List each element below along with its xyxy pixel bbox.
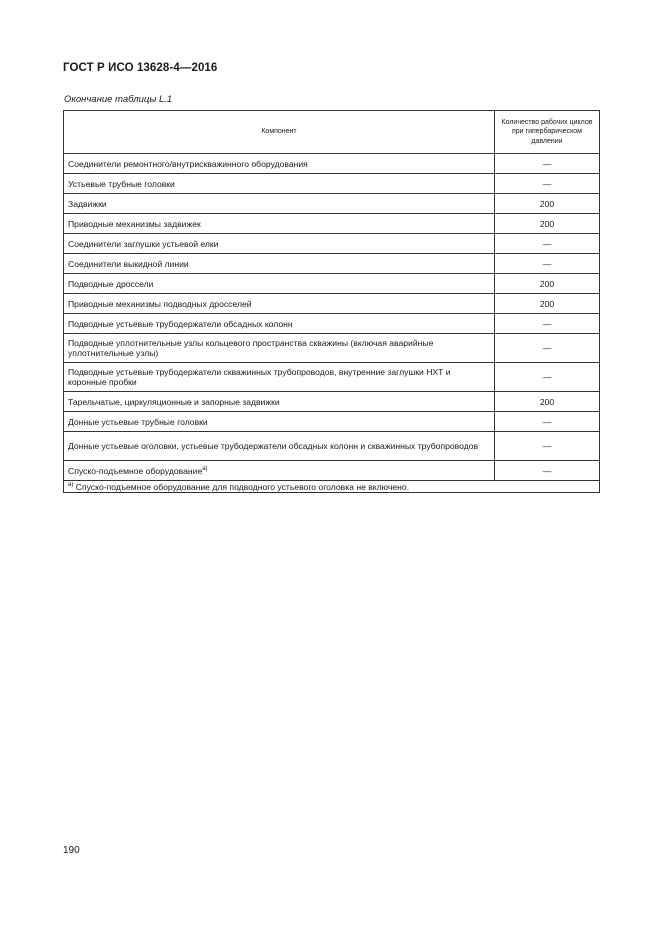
row-cycles-value: — [495,334,600,363]
table-header-row [64,111,600,154]
table-row [64,294,600,314]
table-row [64,363,600,392]
table-row [64,314,600,334]
row-cycles-value: — [495,174,600,194]
table-row [64,392,600,412]
table-row [64,254,600,274]
row-component-name: Тарельчатые, циркуляционные и запорные задвижки [64,392,495,412]
row-component-name: Подводные уплотнительные узлы кольцевого пространства скважины (включая аварийные уплотнительные узлы) [64,334,495,363]
row-cycles-value: — [495,234,600,254]
row-component-name: Соединители заглушки устьевой елки [64,234,495,254]
row-cycles-value: — [495,314,600,334]
document-header: ГОСТ Р ИСО 13628-4—2016 [63,62,218,74]
row-component-name: Соединители выкидной линии [64,254,495,274]
row-cycles-value: 200 [495,392,600,412]
row-component-name: Устьевые трубные головки [64,174,495,194]
page-number: 190 [63,845,80,856]
row-component-name: Приводные механизмы задвижек [64,214,495,234]
row-component-name: Соединители ремонтного/внутрискважинного оборудования [64,154,495,174]
row-component-name: Подводные устьевые трубодержатели обсадных колонн [64,314,495,334]
row-cycles-value: 200 [495,294,600,314]
row-component-name: Подводные дроссели [64,274,495,294]
footnote-row [64,481,600,493]
row-cycles-value: 200 [495,214,600,234]
row-cycles-value: — [495,432,600,461]
table-row [64,234,600,254]
table-row [64,412,600,432]
row-cycles-value: — [495,412,600,432]
row-cycles-value: — [495,254,600,274]
row-cycles-value: — [495,154,600,174]
row-component-name: Задвижки [64,194,495,214]
footnote-reference: a) [202,465,208,472]
row-cycles-value: — [495,461,600,481]
header-cycles: Количество рабочих циклов при гипербарическом давлении [495,111,600,154]
row-component-name: Подводные устьевые трубодержатели скважинных трубопроводов, внутренние заглушки НХТ и коронные пробки [64,363,495,392]
row-component-name: Донные устьевые оголовки, устьевые трубодержатели обсадных колонн и скважинных трубопроводов [64,432,495,461]
table-row [64,154,600,174]
row-cycles-value: 200 [495,274,600,294]
table-footnote [64,481,600,493]
table-row [64,334,600,363]
row-component-name: Приводные механизмы подводных дросселей [64,294,495,314]
row-component-name-with-footnote [64,461,495,481]
footnote-text: Спуско-подъемное оборудование для подводного устьевого оголовка не включено. [75,481,410,492]
table-row [64,214,600,234]
row-component-name: Донные устьевые трубные головки [64,412,495,432]
table-caption: Окончание таблицы L.1 [64,94,173,105]
row-cycles-value: — [495,363,600,392]
table-row [64,194,600,214]
table-row [64,432,600,461]
row-cycles-value: 200 [495,194,600,214]
table-row [64,274,600,294]
row-component-name: Спуско-подъемное оборудование [68,465,203,476]
header-component: Компонент [64,111,495,154]
components-table [63,110,600,493]
footnote-marker: a) [68,481,74,488]
table-row [64,461,600,481]
table-row [64,174,600,194]
